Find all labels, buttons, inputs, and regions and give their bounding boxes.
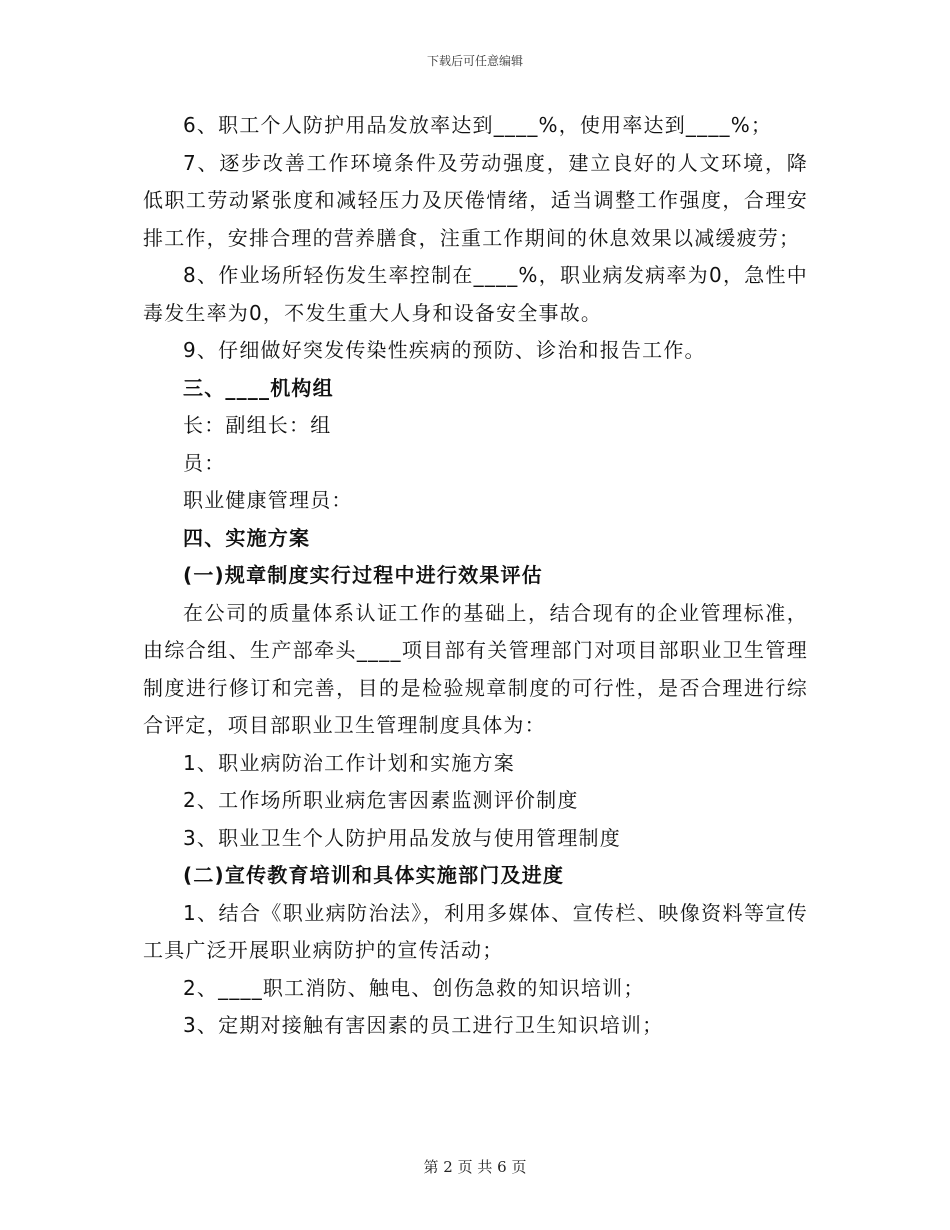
regulation-item-2: 2、工作场所职业病危害因素监测评价制度 — [183, 788, 579, 812]
subsection-1-body: 在公司的质量体系认证工作的基础上，结合现有的企业管理标准，由综合组、生产部牵头____项目部有关管理部门对项目部职业卫生管理制度进行修订和完善，目的是检验规章制度的可行性，是否合理进行综合评定，项目部职业卫生管理制度具体为： — [143, 600, 808, 737]
document-body — [143, 107, 808, 1045]
item-9-infectious-disease: 9、仔细做好突发传染性疾病的预防、诊治和报告工作。 — [183, 338, 706, 362]
item-7-work-environment: 7、逐步改善工作环境条件及劳动强度，建立良好的人文环境，降低职工劳动紧张度和减轻压力及厌倦情绪，适当调整工作强度，合理安排工作，安排合理的营养膳食，注重工作期间的休息效果以减缓疲劳； — [143, 150, 808, 250]
training-item-2: 2、____职工消防、触电、创伤急救的知识培训； — [183, 975, 645, 1000]
item-6-ppe-rate: 6、职工个人防护用品发放率达到____%，使用率达到____%； — [183, 113, 773, 137]
training-item-1: 1、结合《职业病防治法》，利用多媒体、宣传栏、映像资料等宣传工具广泛开展职业病防护的宣传活动； — [143, 900, 808, 962]
training-item-3: 3、定期对接触有害因素的员工进行卫生知识培训； — [183, 1013, 664, 1037]
regulation-item-1: 1、职业病防治工作计划和实施方案 — [183, 750, 515, 775]
section-3-heading: 三、____机构组 — [183, 375, 334, 400]
page-footer: 第 2 页 共 6 页 — [423, 1158, 527, 1176]
page-header: 下载后可任意编辑 — [426, 54, 523, 68]
section-4-heading: 四、实施方案 — [183, 525, 311, 550]
subsection-1-heading: (一)规章制度实行过程中进行效果评估 — [183, 563, 543, 587]
org-health-manager-line: 职业健康管理员： — [183, 488, 353, 512]
org-leader-line: 长：副组长：组 — [183, 413, 332, 437]
org-member-line: 员： — [183, 450, 226, 475]
subsection-2-heading: (二)宣传教育培训和具体实施部门及进度 — [183, 863, 565, 887]
regulation-item-3: 3、职业卫生个人防护用品发放与使用管理制度 — [183, 825, 621, 850]
item-8-injury-rate: 8、作业场所轻伤发生率控制在____%，职业病发病率为0，急性中毒发生率为0，不发生重大人身和设备安全事故。 — [143, 263, 808, 325]
